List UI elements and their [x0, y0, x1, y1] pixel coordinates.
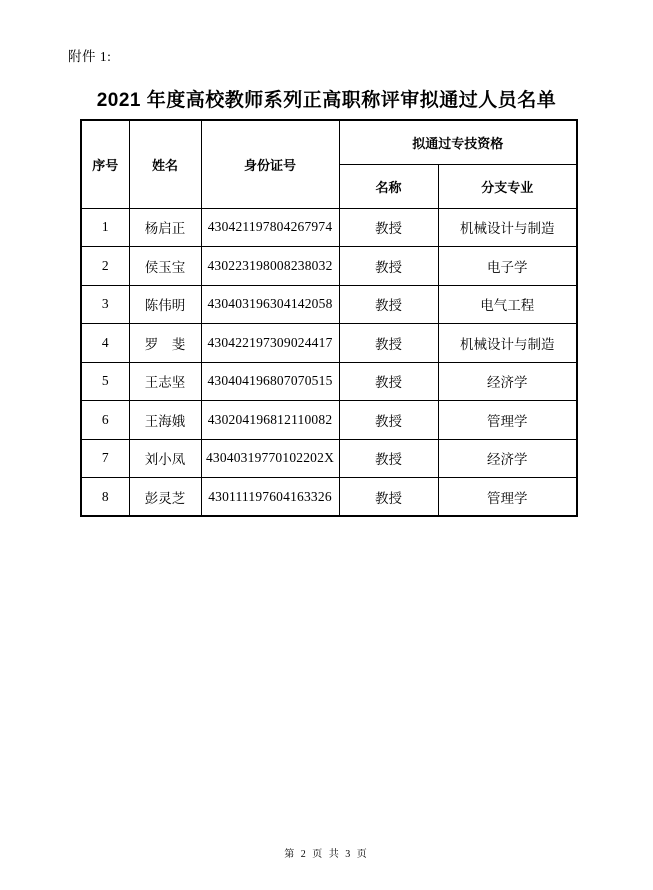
- header-row-1: [81, 120, 577, 164]
- table-row: [81, 362, 577, 401]
- table-row: [81, 247, 577, 286]
- cell-name: 侯玉宝: [129, 247, 201, 286]
- cell-qual-branch: 机械设计与制造: [438, 208, 577, 247]
- cell-index: 5: [81, 362, 129, 401]
- table-row: [81, 401, 577, 440]
- cell-index: 6: [81, 401, 129, 440]
- cell-qual-title: 教授: [339, 208, 438, 247]
- cell-id-number: 430404196807070515: [201, 362, 339, 401]
- table-header: [81, 120, 577, 208]
- table-row: [81, 285, 577, 324]
- cell-qual-branch: 经济学: [438, 439, 577, 478]
- header-id-number: 身份证号: [201, 120, 339, 208]
- table-row: [81, 208, 577, 247]
- cell-qual-title: 教授: [339, 401, 438, 440]
- header-qual-branch: 分支专业: [438, 164, 577, 208]
- cell-qual-title: 教授: [339, 439, 438, 478]
- header-qual-title: 名称: [339, 164, 438, 208]
- cell-qual-title: 教授: [339, 247, 438, 286]
- cell-qual-branch: 管理学: [438, 401, 577, 440]
- table-row: [81, 478, 577, 517]
- cell-qual-branch: 经济学: [438, 362, 577, 401]
- cell-index: 3: [81, 285, 129, 324]
- cell-index: 7: [81, 439, 129, 478]
- cell-index: 2: [81, 247, 129, 286]
- cell-name: 彭灵芝: [129, 478, 201, 517]
- cell-id-number: 430422197309024417: [201, 324, 339, 363]
- cell-qual-title: 教授: [339, 324, 438, 363]
- cell-index: 8: [81, 478, 129, 517]
- cell-name: 陈伟明: [129, 285, 201, 324]
- table-row: [81, 439, 577, 478]
- cell-qual-title: 教授: [339, 285, 438, 324]
- cell-qual-branch: 电气工程: [438, 285, 577, 324]
- header-name: 姓名: [129, 120, 201, 208]
- header-index: 序号: [81, 120, 129, 208]
- cell-id-number: 430223198008238032: [201, 247, 339, 286]
- cell-name: 杨启正: [129, 208, 201, 247]
- attachment-label: 附件 1:: [68, 49, 112, 64]
- cell-name: 王海娥: [129, 401, 201, 440]
- header-qualification-group: 拟通过专技资格: [339, 120, 577, 164]
- cell-qual-title: 教授: [339, 478, 438, 517]
- cell-name: 王志坚: [129, 362, 201, 401]
- cell-qual-branch: 电子学: [438, 247, 577, 286]
- cell-qual-title: 教授: [339, 362, 438, 401]
- cell-id-number: 43040319770102202X: [201, 439, 339, 478]
- cell-id-number: 430111197604163326: [201, 478, 339, 517]
- cell-qual-branch: 管理学: [438, 478, 577, 517]
- cell-index: 1: [81, 208, 129, 247]
- page-number-footer: 第 2 页 共 3 页: [284, 849, 369, 860]
- page-title: 2021 年度高校教师系列正高职称评审拟通过人员名单: [96, 90, 557, 111]
- table-body: [81, 208, 577, 516]
- roster-table: [80, 119, 578, 517]
- cell-name: 刘小凤: [129, 439, 201, 478]
- cell-id-number: 430421197804267974: [201, 208, 339, 247]
- cell-name: 罗 斐: [129, 324, 201, 363]
- table-row: [81, 324, 577, 363]
- cell-index: 4: [81, 324, 129, 363]
- cell-id-number: 430204196812110082: [201, 401, 339, 440]
- cell-id-number: 430403196304142058: [201, 285, 339, 324]
- cell-qual-branch: 机械设计与制造: [438, 324, 577, 363]
